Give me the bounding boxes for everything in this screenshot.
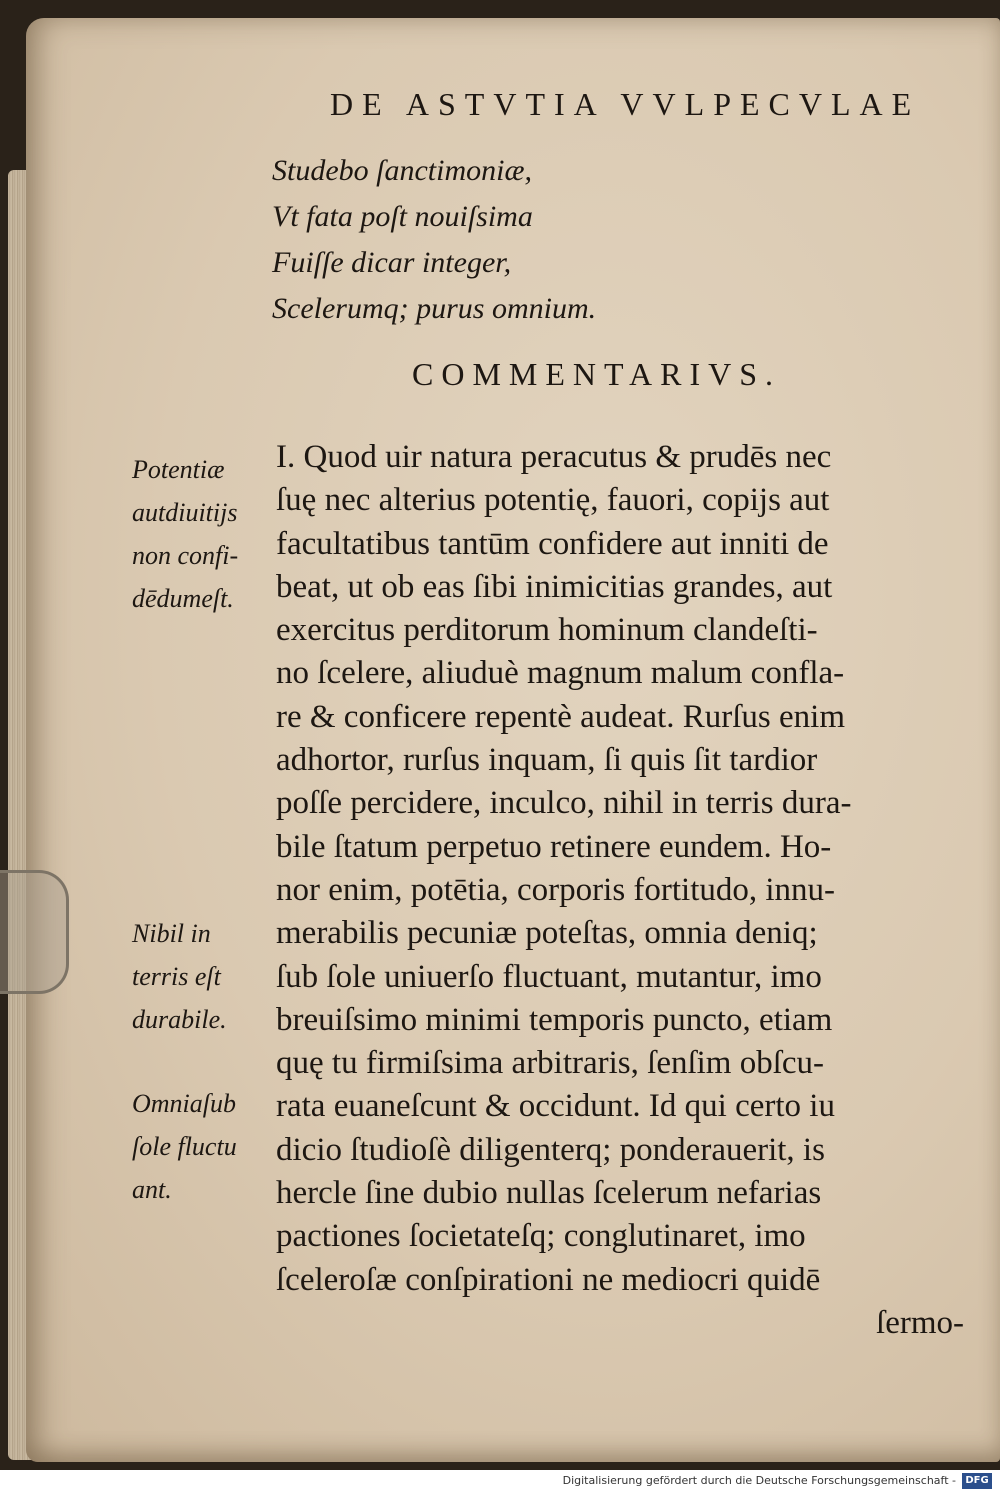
commentary-body xyxy=(276,436,976,1345)
margin-note-line: dēdumeſt. xyxy=(132,584,234,613)
verse-line: Fuiſſe dicar integer, xyxy=(272,246,512,279)
body-line: exercitus perditorum hominum clandeſti- xyxy=(276,612,818,649)
margin-note-line: ſole fluctu xyxy=(132,1132,237,1161)
body-line: ſceleroſæ conſpirationi ne mediocri quidē xyxy=(276,1261,821,1298)
body-line: bile ſtatum perpetuo retinere eundem. Ho- xyxy=(276,828,832,865)
verse-block xyxy=(272,148,772,332)
section-title: COMMENTARIVS. xyxy=(412,356,782,392)
body-line: quę tu firmiſsima arbitraris, ſenſim obſcu- xyxy=(276,1045,825,1082)
margin-note-line: durabile. xyxy=(132,1005,227,1034)
verse-line: Studebo ſanctimoniæ, xyxy=(272,154,532,187)
verse-line: Scelerumq; purus omnium. xyxy=(272,292,597,325)
body-line: hercle ſine dubio nullas ſcelerum nefarias xyxy=(276,1175,822,1212)
body-line: pactiones ſocietateſq; conglutinaret, imo xyxy=(276,1218,806,1255)
body-line: poſſe percidere, inculco, nihil in terris dura- xyxy=(276,785,852,822)
margin-note xyxy=(132,1082,272,1211)
margin-note-line: Nibil in xyxy=(132,919,211,948)
body-line: nor enim, potētia, corporis fortitudo, innu- xyxy=(276,871,836,908)
body-line: adhortor, rurſus inquam, ſi quis ſit tardior xyxy=(276,742,818,779)
body-line: I. Quod uir natura peracutus & prudēs nec xyxy=(276,439,832,475)
body-line: ſub ſole uniuerſo fluctuant, mutantur, imo xyxy=(276,958,822,995)
margin-note-line: Omniaſub xyxy=(132,1089,236,1118)
body-line: re & conficere repentè audeat. Rurſus enim xyxy=(276,698,845,735)
margin-note-line: terris eſt xyxy=(132,962,221,991)
body-line: rata euaneſcunt & occidunt. Id qui certo iu xyxy=(276,1088,835,1125)
margin-note xyxy=(132,448,272,620)
body-line: facultatibus tantūm confidere aut inniti de xyxy=(276,525,829,562)
funding-credit: Digitalisierung gefördert durch die Deutsche Forschungsgemeinschaft - xyxy=(562,1474,956,1487)
body-line: merabilis pecuniæ poteſtas, omnia deniq; xyxy=(276,915,818,952)
book-clamp xyxy=(0,870,69,994)
body-line: breuiſsimo minimi temporis puncto, etiam xyxy=(276,1001,833,1038)
body-line: beat, ut ob eas ſibi inimicitias grandes, aut xyxy=(276,568,833,605)
verse-line: Vt fata poſt nouiſsima xyxy=(272,200,533,233)
margin-note-line: autdiuitijs xyxy=(132,498,238,527)
body-line: no ſcelere, aliuduè magnum malum confla- xyxy=(276,655,845,692)
margin-note-line: Potentiæ xyxy=(132,455,225,484)
footer-bar xyxy=(0,1470,1000,1493)
running-head: DE ASTVTIA VVLPECVLAE xyxy=(330,86,921,122)
margin-note xyxy=(132,912,272,1041)
body-line: ſuę nec alterius potentię, fauori, copijs aut xyxy=(276,482,830,519)
margin-note-line: ant. xyxy=(132,1175,172,1204)
catchword: ſermo- xyxy=(876,1304,964,1341)
dfg-logo: DFG xyxy=(962,1473,992,1489)
margin-note-line: non confi- xyxy=(132,541,239,570)
body-line: dicio ſtudioſè diligenterq; ponderauerit, is xyxy=(276,1131,825,1168)
